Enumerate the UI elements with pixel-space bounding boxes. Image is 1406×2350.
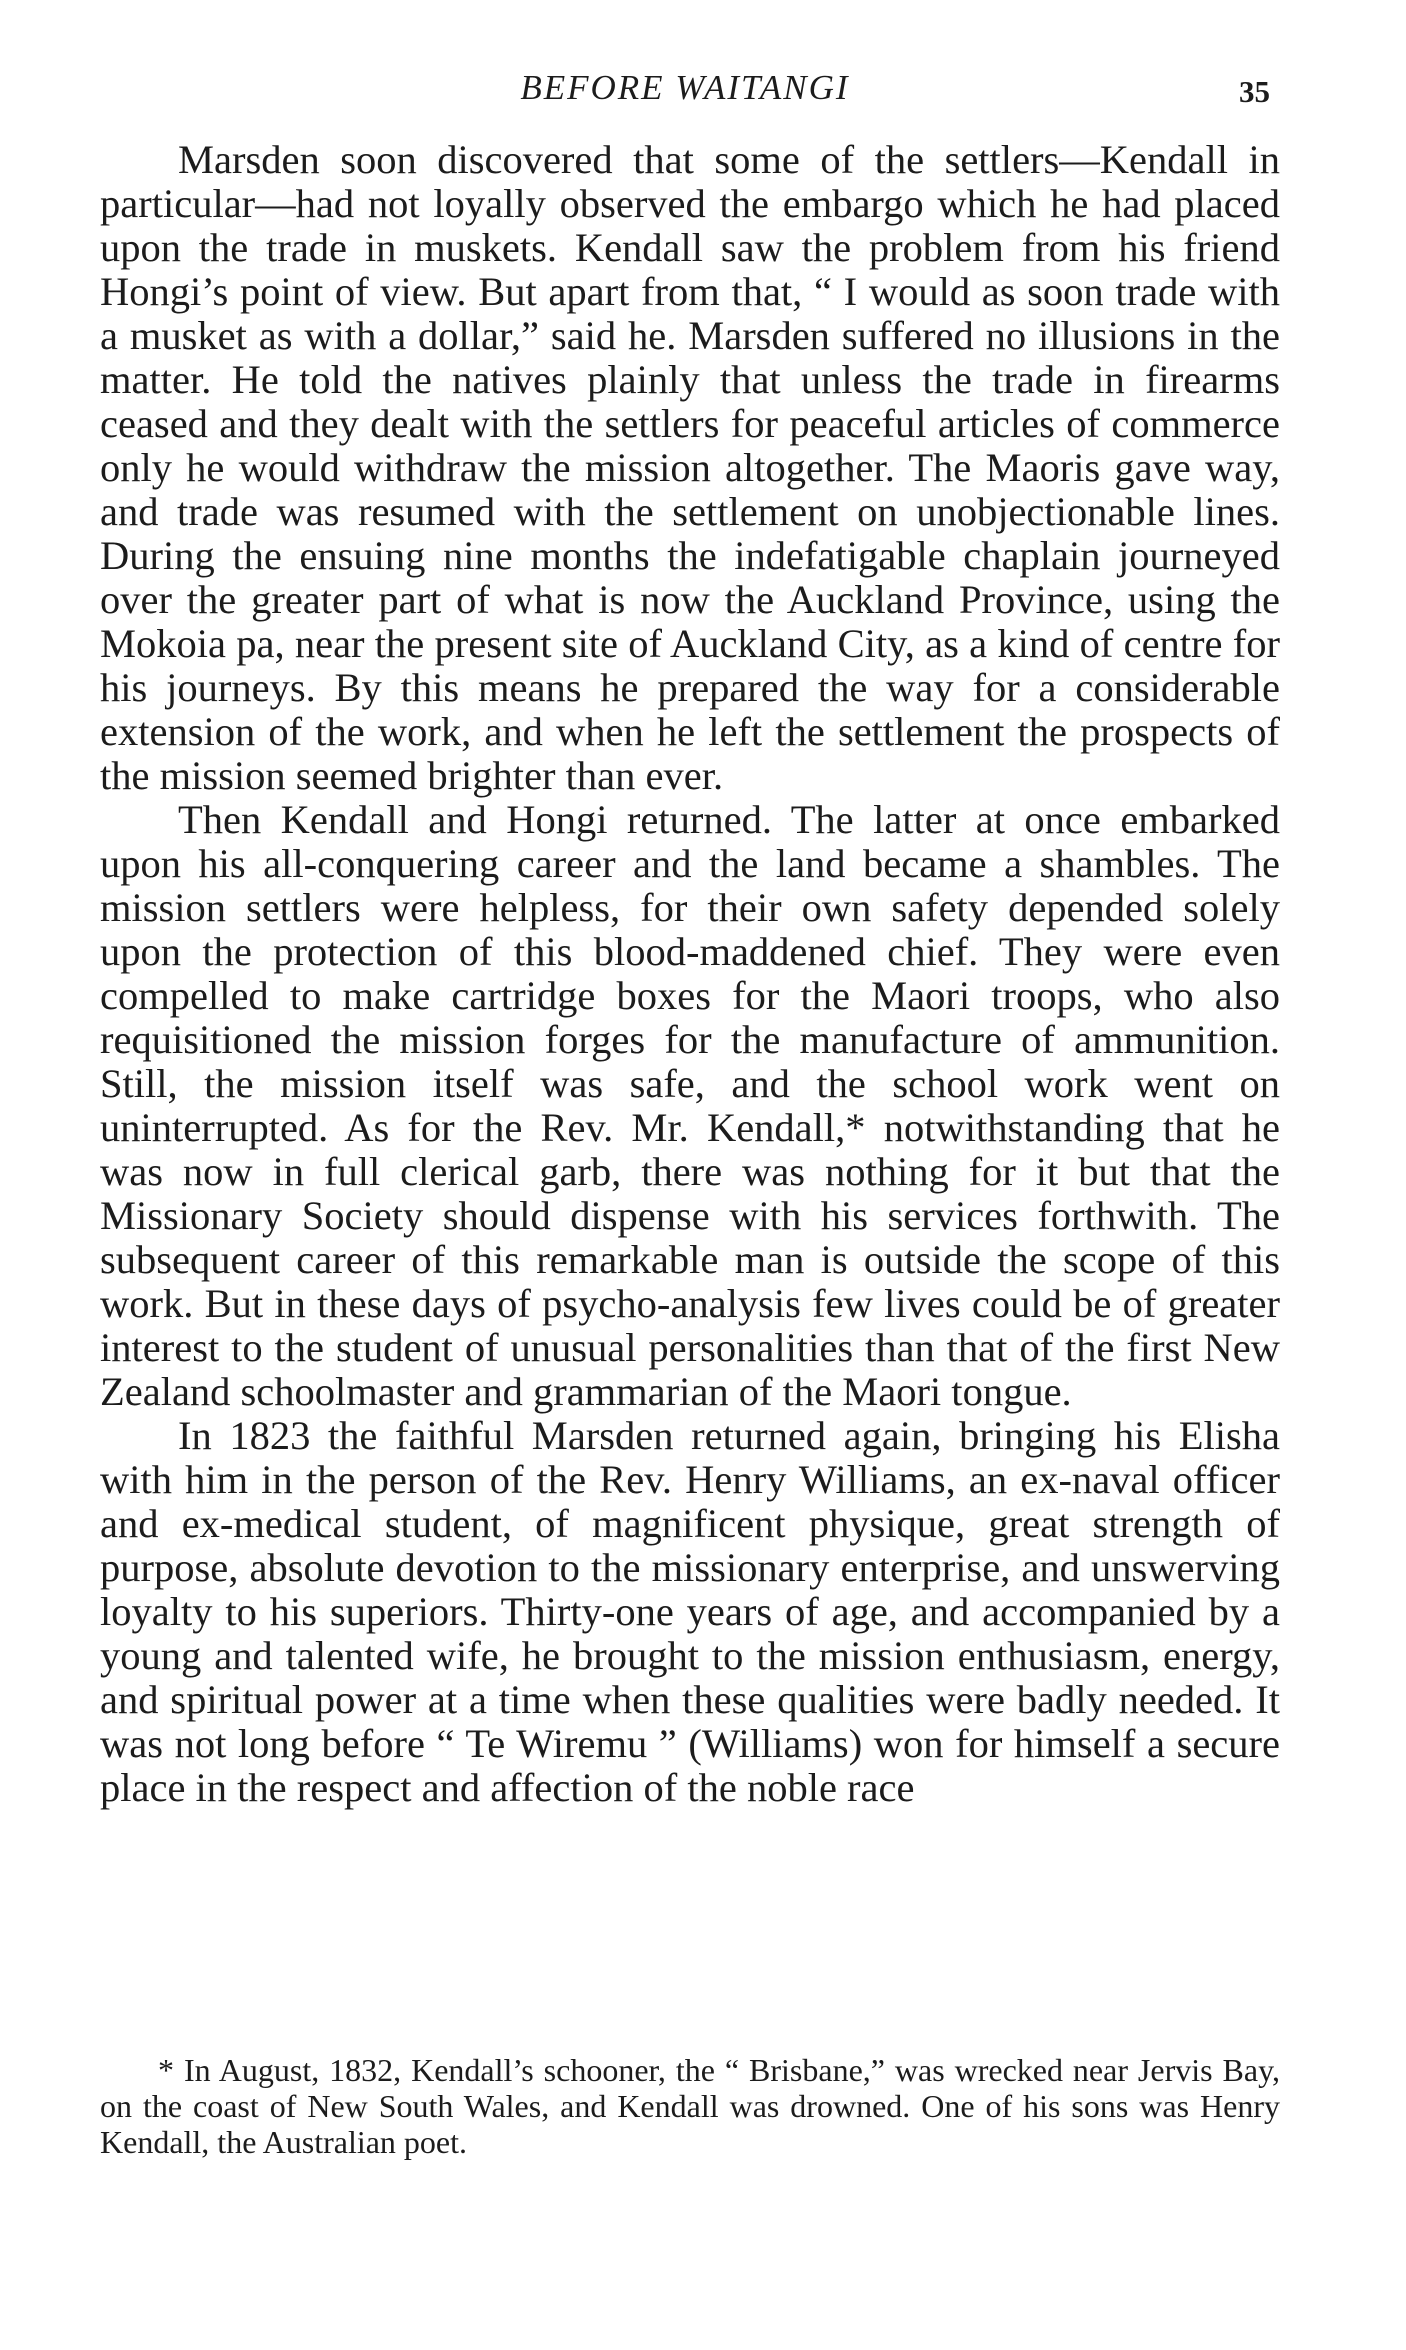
footnote — [100, 2052, 1280, 2160]
footnote-text: * In August, 1832, Kendall’s schooner, the “ Brisbane,” was wrecked near Jervis Bay, on the coast of New South Wales, and Kendall was drowned. One of his sons was Henry Kendall, the Australian poet. — [100, 2052, 1280, 2160]
paragraph-marsden-embargo: Marsden soon discovered that some of the settlers—Kendall in particular—had not loyally observed the embargo which he had placed upon the trade in muskets. Kendall saw the problem from his friend Hongi’s point of view. But apart from that, “ I would as soon trade with a musket as with a dollar,” said he. Marsden suffered no illusions in the matter. He told the natives plainly that unless the trade in firearms ceased and they dealt with the settlers for peaceful articles of commerce only he would withdraw the mission altogether. The Maoris gave way, and trade was resumed with the settlement on unobjectionable lines. During the ensuing nine months the indefatigable chaplain journeyed over the greater part of what is now the Auckland Province, using the Mokoia pa, near the present site of Auckland City, as a kind of centre for his journeys. By this means he prepared the way for a considerable extension of the work, and when he left the settlement the prospects of the mission seemed brighter than ever. — [100, 137, 1280, 798]
page-number: 35 — [1239, 74, 1270, 109]
body-text — [100, 138, 1280, 1810]
running-title: BEFORE WAITANGI — [520, 68, 850, 107]
paragraph-kendall-hongi-return: Then Kendall and Hongi returned. The latter at once embarked upon his all-conquering career and the land became a shambles. The mission settlers were helpless, for their own safety depended solely upon the protection of this blood-maddened chief. They were even compelled to make cartridge boxes for the Maori troops, who also requisitioned the mission forges for the manufacture of ammunition. Still, the mission itself was safe, and the school work went on uninterrupted. As for the Rev. Mr. Kendall,* notwithstanding that he was now in full clerical garb, there was nothing for it but that the Missionary Society should dispense with his services forthwith. The subsequent career of this remarkable man is outside the scope of this work. But in these days of psycho-analysis few lives could be of greater interest to the student of unusual personalities than that of the first New Zealand schoolmaster and grammarian of the Maori tongue. — [100, 797, 1280, 1414]
paragraph-henry-williams: In 1823 the faithful Marsden returned again, bringing his Elisha with him in the person of the Rev. Henry Williams, an ex-naval officer and ex-medical student, of magnificent physique, great strength of purpose, absolute devotion to the missionary enterprise, and unswerving loyalty to his superiors. Thirty-one years of age, and accompanied by a young and talented wife, he brought to the mission enthusiasm, energy, and spiritual power at a time when these qualities were badly needed. It was not long before “ Te Wiremu ” (Williams) won for himself a secure place in the respect and affection of the noble race — [100, 1413, 1280, 1810]
running-head — [100, 68, 1270, 118]
